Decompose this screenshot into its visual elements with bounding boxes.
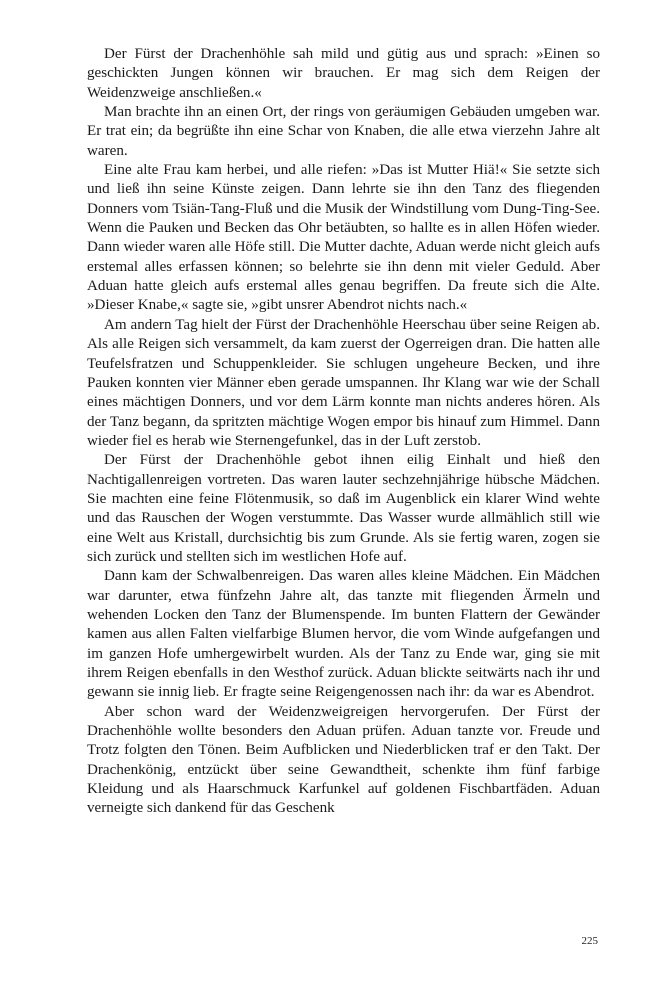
paragraph: Aber schon ward der Weidenzweigreigen hervorgerufen. Der Fürst der Drachenhöhle wollte besonders den Aduan prüfen. Aduan tanzte vor. Freude und Trotz folgten den Tönen. Beim Aufblicken und Niederblicken traf er den Takt. Der Drachenkönig, entzückt über seine Gewandtheit, schenkte ihm fünf farbige Kleidung und als Haarschmuck Karfunkel auf goldenen Fischbartfäden. Aduan verneigte sich dankend für das Geschenk <box>87 703 600 817</box>
paragraph: Am andern Tag hielt der Fürst der Drachenhöhle Heerschau über seine Reigen ab. Als alle Reigen sich versammelt, da kam zuerst der Ogerreigen dran. Die hatten alle Teufelsfratzen und Schuppenkleider. Sie schlugen ungeheure Becken, und ihre Pauken konnten vier Männer eben gerade umspannen. Ihr Klang war wie der Schall eines mächtigen Donners, und vor dem Lärm konnte man nichts anderes hören. Als der Tanz begann, da spritzten mächtige Wogen empor bis hinauf zum Himmel. Dann wieder fiel es herab wie Sternengefunkel, das in der Luft zerstob. <box>87 316 600 449</box>
paragraph: Eine alte Frau kam herbei, und alle riefen: »Das ist Mutter Hiä!« Sie setzte sich und ließ ihn seine Künste zeigen. Dann lehrte sie ihn den Tanz des fliegenden Donners vom Tsiän-Tang-Fluß und die Musik der Windstillung vom Dung-Ting-See. Wenn die Pauken und Becken das Ohr betäubten, so hallte es in allen Höfen wieder. Dann wieder waren alle Höfe still. Die Mutter dachte, Aduan werde nicht gleich aufs erstemal alles erfassen können; so belehrte sie ihn denn mit vieler Geduld. Aber Aduan hatte gleich aufs erstemal alles genau begriffen. Da freute sich die Alte. »Dieser Knabe,« sagte sie, »gibt unsrer Abendrot nichts nach.« <box>87 162 600 314</box>
paragraph: Der Fürst der Drachenhöhle sah mild und gütig aus und sprach: »Einen so geschickten Jungen können wir brauchen. Er mag sich dem Reigen der Weidenzweige anschließen.« <box>87 46 600 101</box>
paragraph: Der Fürst der Drachenhöhle gebot ihnen eilig Einhalt und hieß den Nachtigallenreigen vortreten. Das waren lauter sechzehnjährige hübsche Mädchen. Sie machten eine feine Flötenmusik, so daß im Augenblick ein klarer Wind wehte und das Rauschen der Wogen verstummte. Das Wasser wurde allmählich still wie eine Welt aus Kristall, durchsichtig bis zum Grunde. Als sie fertig waren, zogen sie sich zurück und stellten sich im westlichen Hofe auf. <box>87 452 600 565</box>
paragraph: Dann kam der Schwalbenreigen. Das waren alles kleine Mädchen. Ein Mädchen war darunter, etwa fünfzehn Jahre alt, das tanzte mit fliegenden Ärmeln und wehenden Locken den Tanz der Blumenspende. Im bunten Flattern der Gewänder kamen aus allen Falten vielfarbige Blumen hervor, die vom Winde aufgefangen und im ganzen Hofe umhergewirbelt wurden. Als der Tanz zu Ende war, ging sie mit ihrem Reigen ebenfalls in den Westhof zurück. Aduan blickte seitwärts nach ihr und gewann sie innig lieb. Er fragte seine Reigengenossen nach ihr: da war es Abendrot. <box>87 568 600 701</box>
paragraph: Man brachte ihn an einen Ort, der rings von geräumigen Gebäuden umgeben war. Er trat ein; da begrüßte ihn eine Schar von Knaben, die alle etwa vierzehn Jahre alt waren. <box>87 104 600 159</box>
body-text <box>87 45 600 819</box>
page-number: 225 <box>581 935 598 947</box>
